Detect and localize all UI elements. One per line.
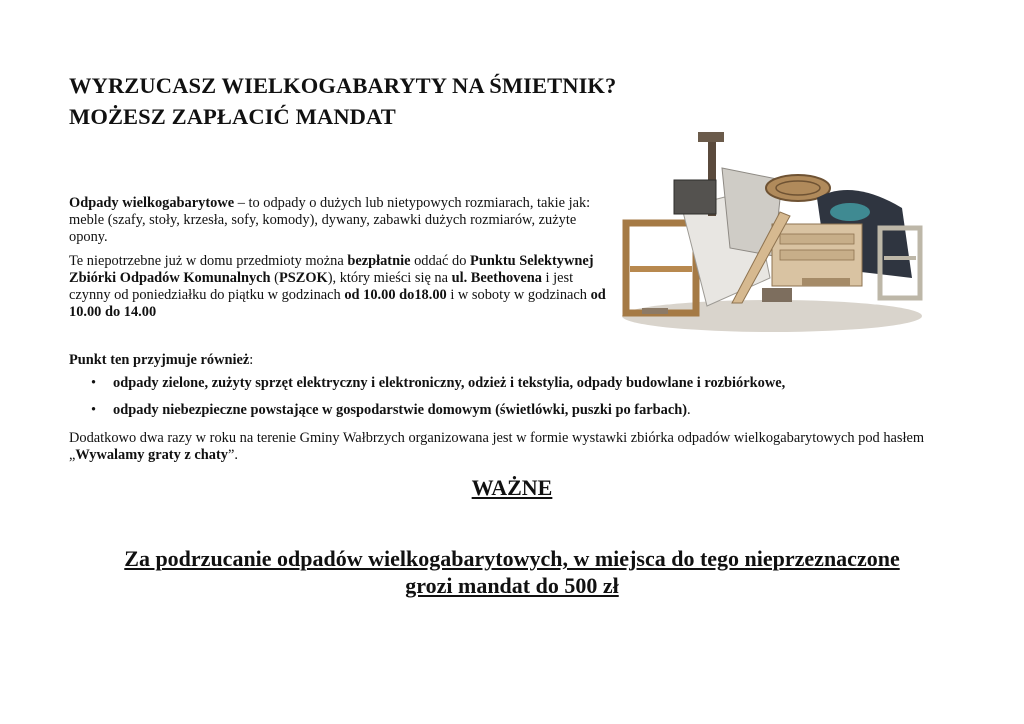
list-item-text: odpady zielone, zużyty sprzęt elektryczny i elektroniczny, odzież i tekstylia, odpady budowlane i rozbiórkowe, [113,375,786,392]
title-line-1: WYRZUCASZ WIELKOGABARYTY NA ŚMIETNIK? [69,73,617,98]
intro-section [69,195,609,327]
definition-term: Odpady wielkogabarytowe [69,195,235,211]
pszok-text-g: ), który mieści się na [327,269,452,286]
accepts-section [69,352,949,464]
warning-line-2: grozi mandat do 500 zł [405,573,619,598]
pszok-name: Punktu Selektywnej Zbiórki Odpadów Komunalnych [69,252,594,286]
warning-line-1: Za podrzucanie odpadów wielkogabarytowych, w miejsca do tego nieprzeznaczone [124,546,900,571]
accepts-label-colon: : [249,352,254,368]
free-label: bezpłatnie [347,252,411,269]
list-item-end: . [687,402,691,419]
list-item [69,375,949,392]
title-line-2: MOŻESZ ZAPŁACIĆ MANDAT [69,104,396,129]
fine-warning [60,545,964,599]
list-item [69,402,949,419]
weekday-hours: od 10.00 do18.00 [344,287,447,304]
accepts-list [69,375,949,419]
accepts-label-bold: Punkt ten przyjmuje również [69,352,250,368]
pszok-text-a: Te niepotrzebne już w domu przedmioty można [69,252,348,269]
bullet-icon: • [91,375,97,392]
pszok-street: ul. Beethovena [451,269,542,286]
page-title [69,70,616,132]
pszok-text-c: oddać do [410,252,471,269]
pszok-text-k: i w soboty w godzinach [446,287,591,304]
list-item-text: odpady niebezpieczne powstające w gospodarstwie domowym (świetlówki, puszki po farbach) [113,402,688,419]
bullet-icon: • [91,402,97,419]
pszok-text-e: ( [270,269,279,286]
definition-text: – to odpady o dużych lub nietypowych rozmiarach, takie jak: meble (szafy, stoły, krzesła, sofy, komody), dywany, zabawki dużych rozmiarów, zużyte opony. [69,195,591,246]
bulky-waste-image [612,128,932,343]
saturday-hours: od 10.00 do 14.00 [69,287,606,321]
extra-end: ”. [227,446,238,463]
accepts-label [69,352,949,369]
pszok-abbr: PSZOK [278,269,328,286]
definition-paragraph [69,195,609,247]
extra-paragraph [69,430,949,464]
extra-text: Dodatkowo dwa razy w roku na terenie Gminy Wałbrzych organizowana jest w formie wystawki zbiórka odpadów wielkogabarytowych pod hasłem „ [69,429,925,463]
slogan: Wywalamy graty z chaty [75,446,228,463]
pszok-paragraph [69,253,609,322]
pszok-text-i: i jest czynny od poniedziałku do piątku w godzinach [69,269,574,304]
important-heading: WAŻNE [471,475,553,500]
